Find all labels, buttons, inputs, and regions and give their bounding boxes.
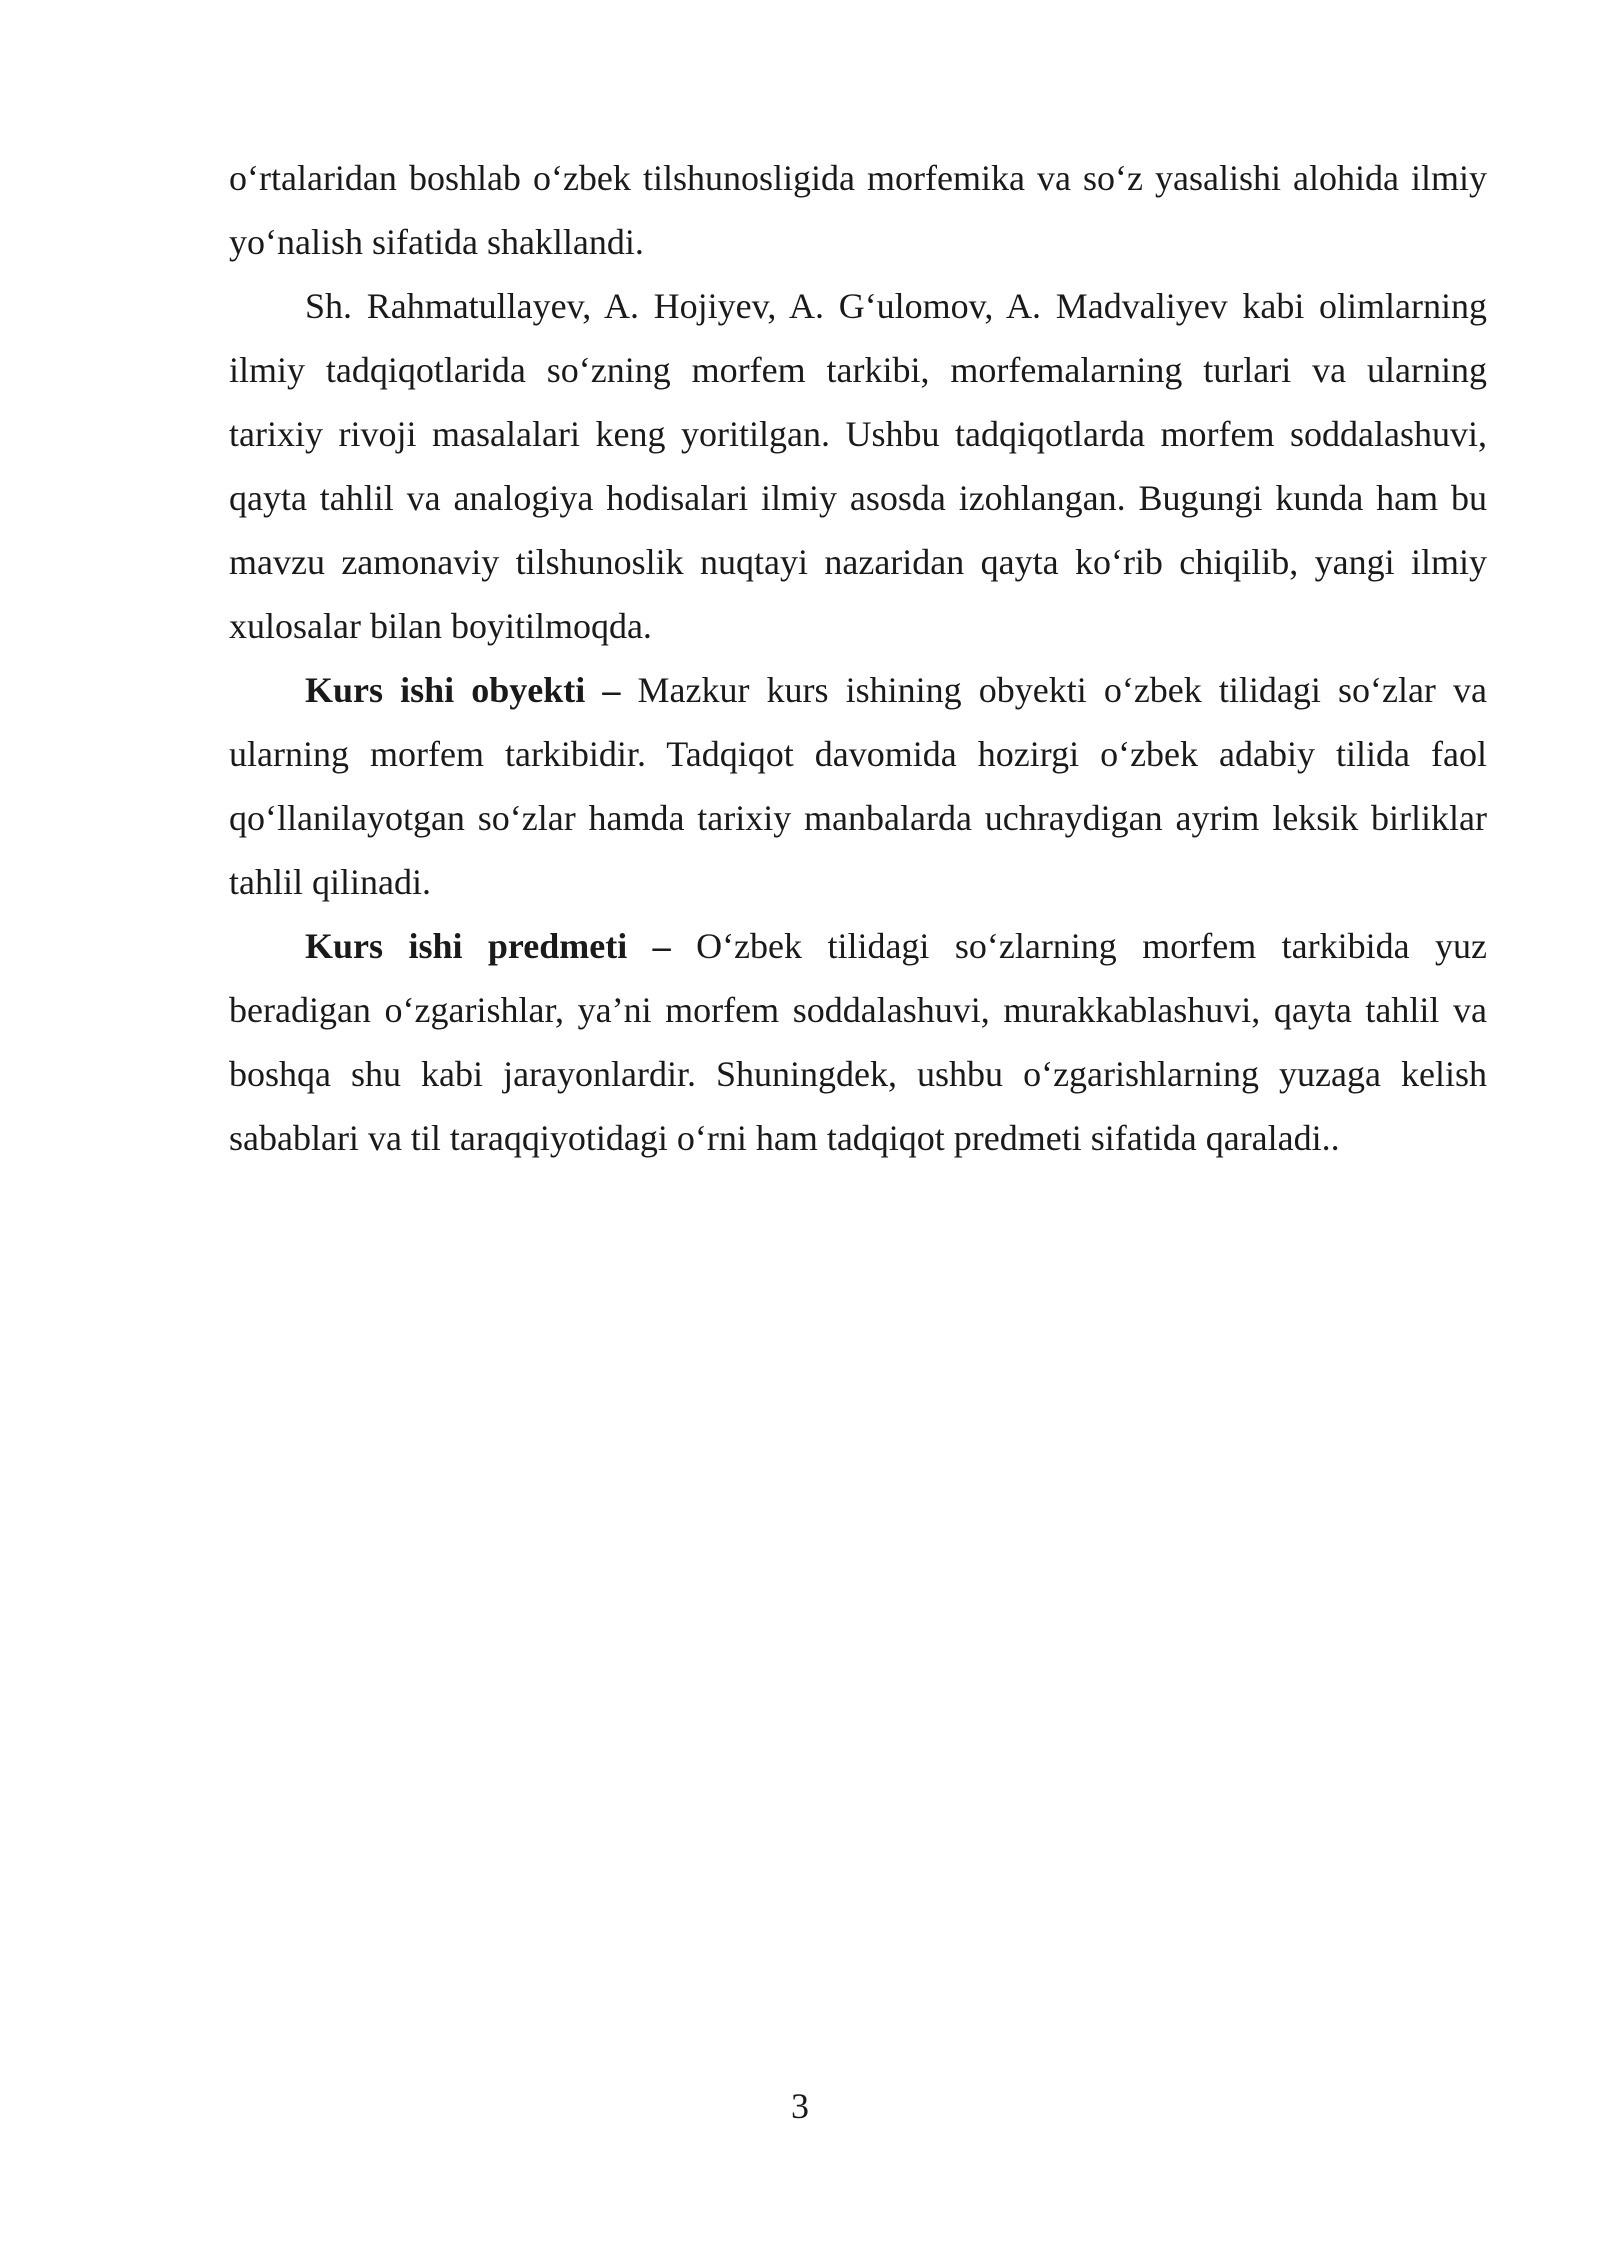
- page-number: 3: [791, 2086, 809, 2126]
- paragraph-text: O‘zbek tilidagi so‘zlarning morfem tarkibida yuz beradigan o‘zgarishlar, ya’ni morfem soddalashuvi, murakkablashuvi, qayta tahlil va boshqa shu kabi jarayonlardir. Shuningdek, ushbu o‘zgarishlarning yuzaga kelish sabablari va til taraqqiyotidagi o‘rni ham tadqiqot predmeti sifatida qaraladi..: [229, 926, 1487, 1158]
- paragraph-course-subject: [229, 914, 1487, 1170]
- paragraph-heading: Kurs ishi obyekti –: [305, 670, 621, 710]
- document-body: [229, 146, 1487, 1170]
- paragraph-text: Mazkur kurs ishining obyekti o‘zbek tilidagi so‘zlar va ularning morfem tarkibidir. Tadqiqot davomida hozirgi o‘zbek adabiy tilida faol qo‘llanilayotgan so‘zlar hamda tarixiy manbalarda uchraydigan ayrim leksik birliklar tahlil qilinadi.: [229, 670, 1488, 902]
- paragraph-course-object: [229, 658, 1487, 914]
- paragraph-text: o‘rtalaridan boshlab o‘zbek tilshunosligida morfemika va so‘z yasalishi alohida ilmiy yo‘nalish sifatida shakllandi.: [229, 158, 1487, 262]
- paragraph-heading: Kurs ishi predmeti –: [305, 926, 671, 966]
- paragraph-scholars: [229, 274, 1487, 658]
- paragraph-continuation: [229, 146, 1487, 274]
- paragraph-text: Sh. Rahmatullayev, A. Hojiyev, A. G‘ulomov, A. Madvaliyev kabi olimlarning ilmiy tadqiqotlarida so‘zning morfem tarkibi, morfemalarning turlari va ularning tarixiy rivoji masalalari keng yoritilgan. Ushbu tadqiqotlarda morfem soddalashuvi, qayta tahlil va analogiya hodisalari ilmiy asosda izohlangan. Bugungi kunda ham bu mavzu zamonaviy tilshunoslik nuqtayi nazaridan qayta ko‘rib chiqilib, yangi ilmiy xulosalar bilan boyitilmoqda.: [229, 286, 1487, 646]
